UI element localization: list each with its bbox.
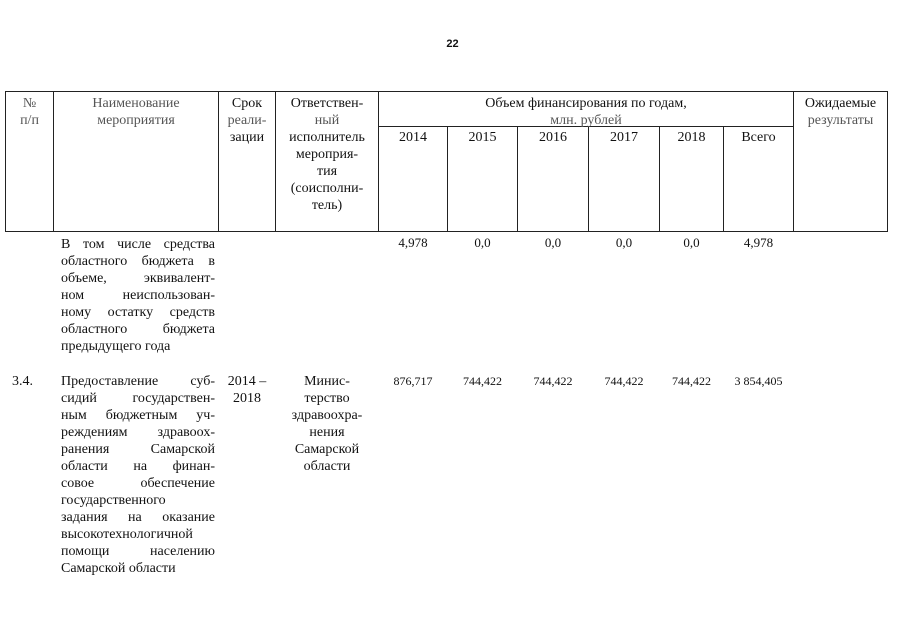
header-num: № п/п bbox=[20, 96, 39, 128]
header-year-2017: 2017 bbox=[610, 130, 638, 145]
header-total: Всего bbox=[741, 130, 776, 145]
header-term: Срок реали- зации bbox=[227, 96, 267, 145]
header-funding: Объем финансирования по годам, млн. рублей bbox=[485, 96, 687, 128]
value-2014: 876,717 bbox=[393, 374, 433, 388]
value-2015: 744,422 bbox=[463, 374, 502, 388]
value-total: 4,978 bbox=[743, 235, 774, 250]
header-year-2016: 2016 bbox=[539, 130, 567, 145]
row-number: 3.4. bbox=[12, 374, 33, 389]
header-responsible: Ответствен- ный исполнитель мероприя- тия (соисполни- тель) bbox=[289, 96, 365, 213]
header-year-2014: 2014 bbox=[399, 130, 427, 145]
header-top-border bbox=[5, 91, 888, 92]
value-2017: 0,0 bbox=[615, 235, 633, 250]
row-term: 2014 – 2018 bbox=[227, 374, 267, 406]
value-2015: 0,0 bbox=[474, 235, 491, 250]
value-2016: 744,422 bbox=[533, 374, 573, 388]
row-name: В том числе средства областного бюджета в объеме, эквивалент- ном неиспользован- ному остатку средств областного бюджета предыдущего года bbox=[61, 237, 215, 354]
value-total: 3 854,405 bbox=[734, 374, 783, 388]
value-2016: 0,0 bbox=[544, 235, 562, 250]
vline bbox=[887, 91, 888, 232]
header-year-2018: 2018 bbox=[677, 130, 706, 145]
value-2014: 4,978 bbox=[398, 235, 428, 250]
row-name: Предоставление суб- сидий государствен- ным бюджетным уч- реждениям здравоох- ранения Самарской области на финан- совое обеспечение государственного задания на оказание высокотехнологичной помощи населению Самарской области bbox=[61, 374, 215, 576]
header-results: Ожидаемые результаты bbox=[804, 96, 877, 128]
value-2018: 0,0 bbox=[683, 235, 700, 250]
value-2017: 744,422 bbox=[604, 374, 644, 388]
page-number: 22 bbox=[446, 38, 459, 50]
value-2018: 744,422 bbox=[672, 374, 711, 388]
header-name: Наименование мероприятия bbox=[92, 96, 180, 128]
row-responsible: Минис- терство здравоохра- нения Самарской области bbox=[291, 374, 363, 474]
header-year-2015: 2015 bbox=[468, 130, 497, 145]
